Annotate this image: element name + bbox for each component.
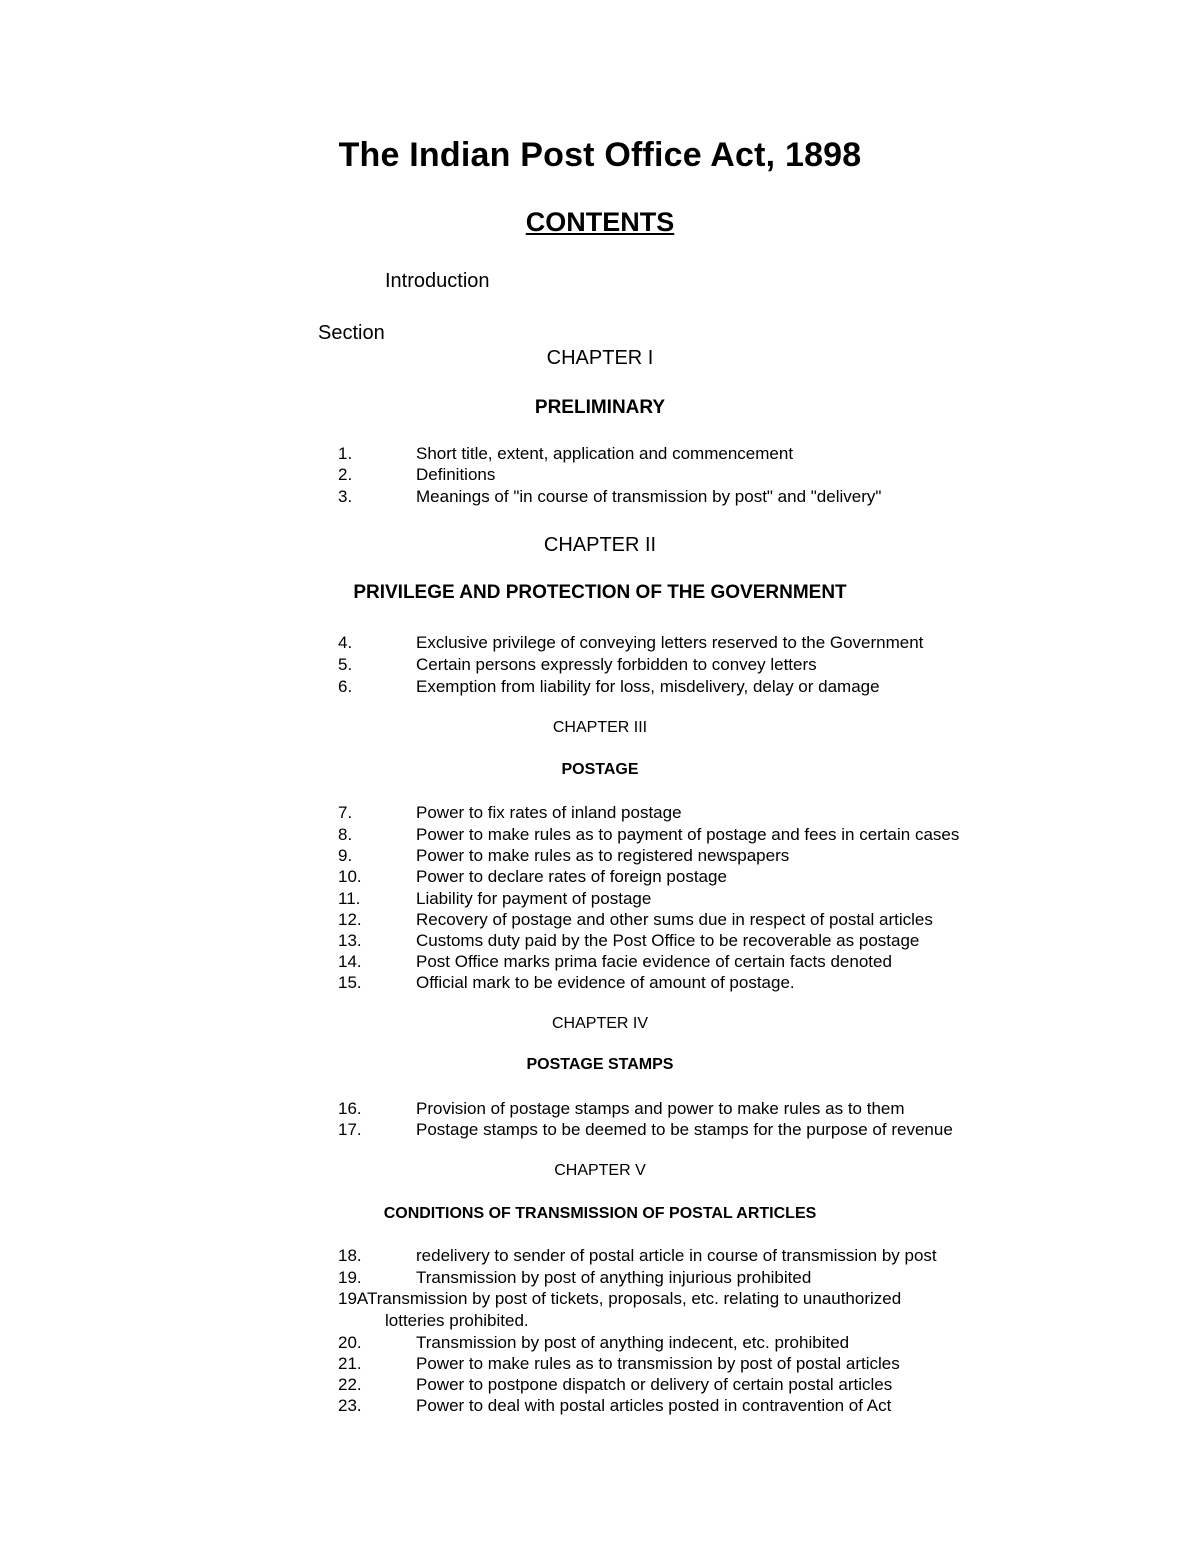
entry-text: Power to fix rates of inland postage [416,803,682,822]
chapter-4-label: CHAPTER IV [551,1015,648,1032]
entry-number: 15. [338,973,362,992]
entry-text: Short title, extent, application and commencement [416,444,794,463]
entry-number: 6. [338,677,353,696]
toc-entry [0,1245,1200,1267]
chapter-4-heading: POSTAGE STAMPS [526,1056,674,1073]
toc-entry [0,930,1200,952]
entry-text: Power to make rules as to transmission by post of postal articles [416,1354,900,1373]
document-title: The Indian Post Office Act, 1898 [338,136,862,174]
toc-entry [0,676,1200,698]
toc-entry [0,1098,1200,1120]
entry-text: Power to make rules as to registered newspapers [416,846,790,865]
toc-entry [0,824,1200,846]
entry-number: 12. [338,910,362,929]
entry-number: 18. [338,1246,362,1265]
entry-number: 9. [338,846,353,865]
entry-number: 19A [338,1289,367,1308]
chapter-5-label: CHAPTER V [554,1162,646,1179]
chapter-2-label: CHAPTER II [543,534,657,556]
entry-number: 4. [338,633,353,652]
toc-entry [0,951,1200,973]
toc-entry [0,443,1200,465]
toc-entry [0,1119,1200,1141]
chapter-1-heading: PRELIMINARY [534,397,666,418]
entry-text: Liability for payment of postage [416,889,652,908]
entry-text: Customs duty paid by the Post Office to be recoverable as postage [416,931,920,950]
toc-entry [0,464,1200,486]
entry-text: Transmission by post of anything injurious prohibited [416,1268,812,1287]
entry-text: Official mark to be evidence of amount of postage. [416,973,795,992]
entry-text: Power to deal with postal articles posted in contravention of Act [416,1396,892,1415]
entry-number: 3. [338,487,353,506]
toc-entry [0,486,1200,508]
toc-entry [0,1267,1200,1289]
toc-entry [0,866,1200,888]
entry-text: redelivery to sender of postal article in course of transmission by post [416,1246,937,1265]
entry-number: 22. [338,1375,362,1394]
toc-entry [0,632,1200,654]
entry-text: Power to postpone dispatch or delivery of certain postal articles [416,1375,893,1394]
entry-number: 11. [338,889,361,908]
entry-number: 5. [338,655,353,674]
chapter-1-label: CHAPTER I [546,347,654,369]
entry-text: Exclusive privilege of conveying letters reserved to the Government [416,633,924,652]
entry-text: Post Office marks prima facie evidence of certain facts denoted [416,952,892,971]
entry-number: 10. [338,867,362,886]
entry-text: Exemption from liability for loss, misdelivery, delay or damage [416,677,880,696]
toc-entry [0,654,1200,676]
entry-number: 14. [338,952,362,971]
entry-text: Provision of postage stamps and power to make rules as to them [416,1099,905,1118]
entry-number: 20. [338,1333,362,1352]
entry-text-continuation: lotteries prohibited. [385,1311,529,1330]
contents-heading: CONTENTS [525,207,675,237]
entry-number: 16. [338,1099,362,1118]
toc-entry [0,845,1200,867]
toc-entry-wrapped [338,1288,901,1332]
entry-text: Transmission by post of tickets, proposals, etc. relating to unauthorized [367,1289,902,1308]
entry-text: Certain persons expressly forbidden to convey letters [416,655,817,674]
toc-entry [0,1332,1200,1354]
toc-entry [0,888,1200,910]
entry-number: 23. [338,1396,362,1415]
entry-number: 1. [338,444,353,463]
entry-number: 7. [338,803,353,822]
chapter-3-heading: POSTAGE [561,761,639,778]
entry-number: 17. [338,1120,362,1139]
toc-entry [0,1353,1200,1375]
chapter-3-label: CHAPTER III [552,719,648,736]
section-column-label: Section [318,322,385,344]
introduction-label: Introduction [385,270,490,292]
toc-entry [0,972,1200,994]
chapter-2-heading: PRIVILEGE AND PROTECTION OF THE GOVERNMENT [353,582,847,603]
entry-text: Meanings of "in course of transmission by post" and "delivery" [416,487,882,506]
entry-number: 2. [338,465,353,484]
entry-text: Definitions [416,465,496,484]
entry-number: 8. [338,825,353,844]
chapter-5-heading: CONDITIONS OF TRANSMISSION OF POSTAL ARTICLES [383,1205,817,1222]
entry-text: Power to make rules as to payment of postage and fees in certain cases [416,825,960,844]
entry-text: Recovery of postage and other sums due in respect of postal articles [416,910,933,929]
toc-entry [0,1374,1200,1396]
toc-entry [0,802,1200,824]
entry-text: Power to declare rates of foreign postage [416,867,727,886]
toc-entry [0,1395,1200,1417]
entry-number: 21. [338,1354,362,1373]
entry-text: Postage stamps to be deemed to be stamps for the purpose of revenue [416,1120,953,1139]
toc-entry [0,909,1200,931]
entry-number: 19. [338,1268,362,1287]
entry-number: 13. [338,931,362,950]
entry-text: Transmission by post of anything indecent, etc. prohibited [416,1333,850,1352]
